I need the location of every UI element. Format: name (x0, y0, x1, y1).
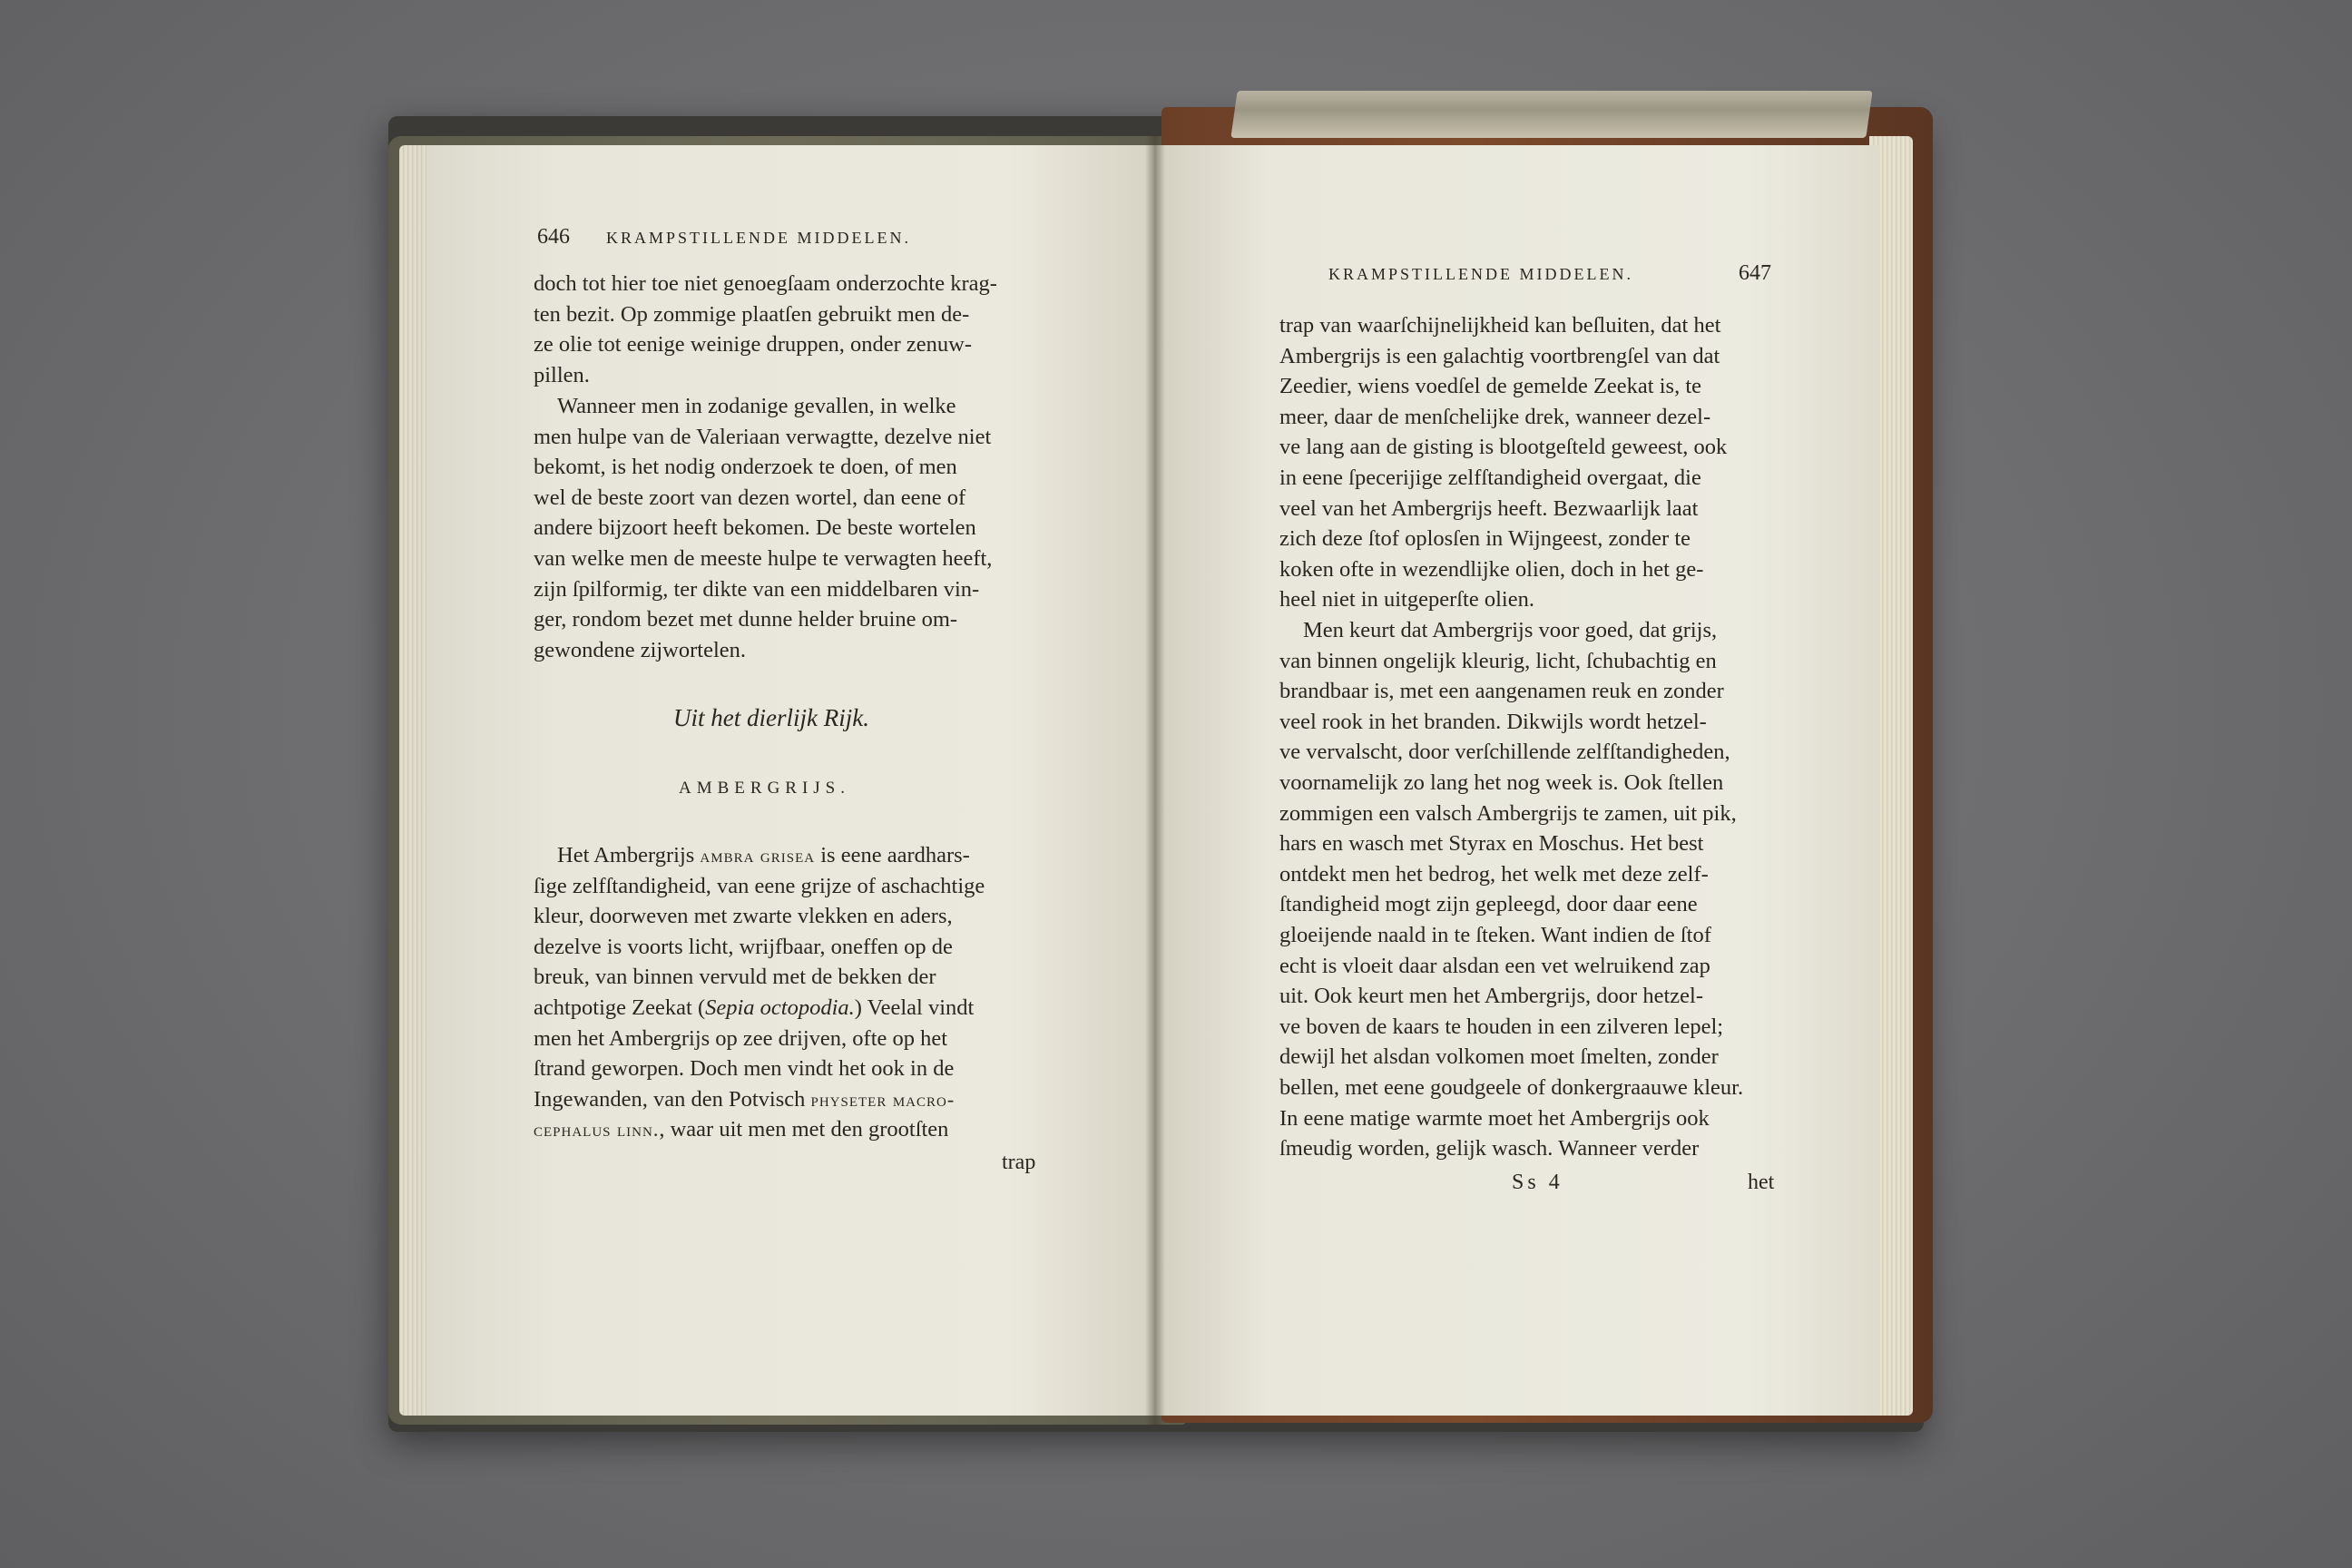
text-fragment: Ingewanden, van den Potvisch (534, 1086, 811, 1112)
text-line: wel de beste zoort van dezen wortel, dan eene of (534, 485, 966, 510)
text-fragment-italic: Sepia octopodia. (705, 995, 855, 1020)
text-line: veel rook in het branden. Dikwijls wordt hetzel- (1279, 709, 1707, 734)
text-line: zijn ſpilformig, ter dikte van een middelbaren vin- (534, 576, 980, 602)
text-line (534, 1114, 1042, 1145)
right-catchword: het (1748, 1171, 1775, 1194)
text-line: uit. Ook keurt men het Ambergrijs, door hetzel- (1279, 984, 1703, 1009)
left-paragraph-1 (534, 269, 1042, 390)
text-line: In eene matige warmte moet het Ambergrijs ook (1279, 1105, 1710, 1131)
text-line: bekomt, is het nodig onderzoek te doen, of men (534, 455, 957, 480)
text-line: dewijl het alsdan volkomen moet ſmelten, zonder (1279, 1044, 1719, 1070)
left-page-number: 646 (537, 225, 570, 249)
text-line: echt is vloeit daar alsdan een vet welruikend zap (1279, 953, 1710, 978)
section-title: Uit het dierlijk Rijk. (673, 704, 869, 731)
left-catchword: trap (1002, 1151, 1036, 1174)
torn-spine-strip (1230, 91, 1872, 138)
text-line (534, 993, 1042, 1024)
text-line: men hulpe van de Valeriaan verwagtte, dezelve niet (534, 424, 992, 449)
text-line: ſtandigheid mogt zijn gepleegd, door daar eene (1279, 892, 1698, 917)
text-line: van binnen ongelijk kleurig, licht, ſchubachtig en (1279, 648, 1717, 673)
text-fragment-smallcaps: cephalus linn. (534, 1118, 660, 1142)
text-line: Wanneer men in zodanige gevallen, in welke (557, 394, 956, 418)
subsection-title: AMBERGRIJS. (679, 779, 850, 798)
text-line: ontdekt men het bedrog, het welk met deze zelf- (1279, 861, 1709, 887)
text-line: Men keurt dat Ambergrijs voor goed, dat grijs, (1303, 618, 1718, 642)
text-fragment: ) Veelal vindt (854, 995, 975, 1020)
text-line: ve vervalscht, door verſchillende zelfſtandigheden, (1279, 740, 1730, 765)
text-line: veel van het Ambergrijs heeft. Bezwaarlijk laat (1279, 495, 1699, 521)
text-line: voornamelijk zo lang het nog week is. Ook ſtellen (1279, 769, 1724, 795)
right-running-head: KRAMPSTILLENDE MIDDELEN. (1328, 265, 1633, 283)
right-page-number: 647 (1739, 261, 1771, 285)
text-fragment: , waar uit men met den grootſten (659, 1117, 949, 1142)
left-paragraph-2 (534, 391, 1042, 665)
text-line: trap van waarſchijnelijkheid kan beſluiten, dat het (1279, 313, 1721, 338)
text-line: van welke men de meeste hulpe te verwagten heeft, (534, 545, 993, 571)
text-line (534, 1084, 1042, 1115)
text-line: Zeedier, wiens voedſel de gemelde Zeekat is, te (1279, 374, 1701, 399)
book-gutter (1145, 136, 1165, 1425)
text-line: ve boven de kaars te houden in een zilveren lepel; (1279, 1014, 1724, 1039)
text-line: brandbaar is, met een aangenamen reuk en zonder (1279, 679, 1724, 704)
text-fragment-smallcaps: physeter macro- (810, 1087, 956, 1111)
text-line: heel niet in uitgeperſte olien. (1279, 587, 1534, 612)
text-fragment-smallcaps: ambra grisea (700, 844, 816, 867)
left-paragraph-3 (534, 840, 1042, 1145)
text-line: pillen. (534, 362, 590, 387)
text-line: ſmeudig worden, gelijk wasch. Wanneer verder (1279, 1136, 1700, 1161)
text-line: gloeijende naald in te ſteken. Want indien de ſtof (1279, 922, 1711, 947)
text-fragment: Het Ambergrijs (557, 843, 701, 867)
left-running-head: KRAMPSTILLENDE MIDDELEN. (606, 229, 911, 247)
text-line: gewondene zijwortelen. (534, 637, 747, 662)
text-line: ze olie tot eenige weinige druppen, onder zenuw- (534, 332, 973, 358)
text-line: andere bijzoort heeft bekomen. De beste wortelen (534, 515, 976, 541)
text-line: meer, daar de menſchelijke drek, wanneer dezel- (1279, 404, 1711, 429)
text-line: ger, rondom bezet met dunne helder bruine om- (534, 607, 958, 632)
text-line: ve lang aan de gisting is blootgeſteld geweest, ook (1279, 435, 1728, 460)
text-fragment: achtpotige Zeekat ( (534, 995, 706, 1020)
text-line: in eene ſpecerijige zelfſtandigheid overgaat, die (1279, 465, 1701, 490)
text-line: kleur, doorweven met zwarte vlekken en aders, (534, 904, 953, 929)
text-line: men het Ambergrijs op zee drijven, ofte op het (534, 1025, 948, 1051)
text-line: hars en wasch met Styrax en Moschus. Het best (1279, 831, 1704, 857)
text-line: doch tot hier toe niet genoegſaam onderzochte krag- (534, 271, 997, 296)
right-paragraph-1 (1279, 310, 1779, 615)
text-line: dezelve is voorts licht, wrijfbaar, oneffen op de (534, 934, 953, 959)
text-line (534, 840, 1042, 871)
text-line: bellen, met eene goudgeele of donkergraauwe kleur. (1279, 1074, 1744, 1100)
text-line: Ambergrijs is een galachtig voortbrengſel van dat (1279, 343, 1720, 368)
signature-mark: Ss 4 (1512, 1171, 1563, 1194)
text-line: zich deze ſtof oplosſen in Wijngeest, zonder te (1279, 526, 1691, 552)
text-line: ten bezit. Op zommige plaatſen gebruikt men de- (534, 301, 970, 327)
right-paragraph-2 (1279, 615, 1779, 1164)
text-line: breuk, van binnen vervuld met de bekken der (534, 965, 936, 990)
text-line: ſige zelfſtandigheid, van eene grijze of aschachtige (534, 873, 985, 898)
text-fragment: is eene aardhars- (815, 843, 970, 867)
text-line: koken ofte in wezendlijke olien, doch in het ge- (1279, 556, 1704, 582)
text-line: ſtrand geworpen. Doch men vindt het ook in de (534, 1056, 955, 1082)
text-line: zommigen een valsch Ambergrijs te zamen, uit pik, (1279, 800, 1737, 826)
